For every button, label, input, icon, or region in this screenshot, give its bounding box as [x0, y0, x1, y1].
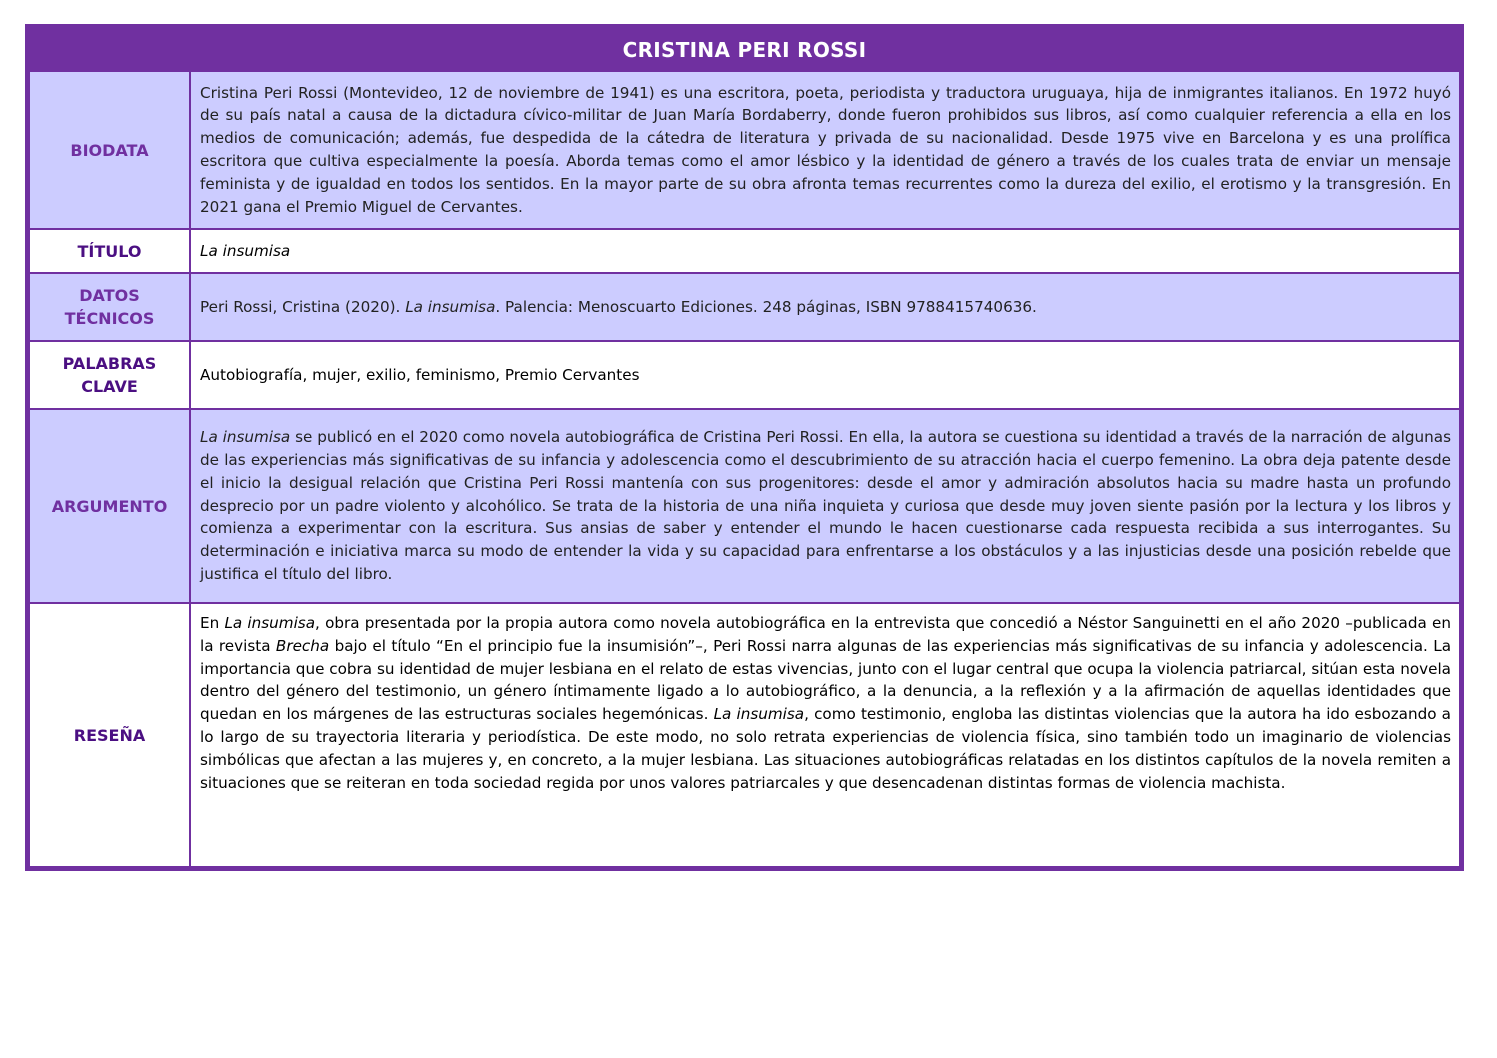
- book-card: [25, 24, 1464, 871]
- resena-part4: , como testimonio, engloba las distintas violencias que la autora ha ido esbozando a lo largo de su trayectoria literaria y periodística. De este modo, no solo retrata experiencias de violencia física, sino también todo un imaginario de violencias simbólicas que afectan a las mujeres y, en concreto, a la mujer lesbiana. Las situaciones autobiográficas relatadas en los distintos capítulos de la novela remiten a situaciones que se reiteran en toda sociedad regida por unos valores patriarcales y que desencadenan distintas formas de violencia machista.: [200, 705, 1451, 792]
- biodata-label: BIODATA: [29, 71, 190, 229]
- titulo-row: [29, 229, 1460, 273]
- palabras-label-line2: CLAVE: [81, 377, 138, 396]
- biodata-text: Cristina Peri Rossi (Montevideo, 12 de noviembre de 1941) es una escritora, poeta, periodista y traductora uruguaya, hija de inmigrantes italianos. En 1972 huyó de su país natal a causa de la dictadura cívico-militar de Juan María Bordaberry, donde fueron prohibidos sus libros, así como cualquier referencia a ella en los medios de comunicación; además, fue despedida de la cátedra de literatura y privada de su nacionalidad. Desde 1975 vive en Barcelona y es una prolífica escritora que cultiva especialmente la poesía. Aborda temas como el amor lésbico y la identidad de género a través de los cuales trata de enviar un mensaje feminista y de igualdad en todos los sentidos. En la mayor parte de su obra afronta temas recurrentes como la dureza del exilio, el erotismo y la transgresión. En 2021 gana el Premio Miguel de Cervantes.: [190, 71, 1460, 229]
- resena-part3: bajo el título “En el principio fue la insumisión”–, Peri Rossi narra algunas de las experiencias más significativas de su infancia y adolescencia. La importancia que cobra su identidad de mujer lesbiana en el relato de estas vivencias, junto con el lugar central que ocupa la violencia patriarcal, sitúan esta novela dentro del género del testimonio, un género íntimamente ligado a lo autobiográfico, a la denuncia, a la reflexión y a la afirmación de aquellas identidades que quedan en los márgenes de las estructuras sociales hegemónicas.: [200, 636, 1452, 724]
- title-row: [29, 28, 1460, 71]
- datos-text-after: . Palencia: Menoscuarto Ediciones. 248 páginas, ISBN 9788415740636.: [495, 297, 1037, 316]
- palabras-label: [29, 341, 190, 409]
- argumento-text: [190, 409, 1460, 603]
- argumento-text-italic: La insumisa: [200, 428, 291, 447]
- datos-label-line1: DATOS: [79, 286, 140, 305]
- palabras-text: Autobiografía, mujer, exilio, feminismo, Premio Cervantes: [190, 341, 1460, 409]
- argumento-text-body: se publicó en el 2020 como novela autobiográfica de Cristina Peri Rossi. En ella, la autora se cuestiona su identidad a través de la narración de algunas de las experiencias más significativas de su infancia y adolescencia como el descubrimiento de su atracción hacia el cuerpo femenino. La obra deja patente desde el inicio la desigual relación que Cristina Peri Rossi mantenía con sus progenitores: desde el amor y admiración absolutos hacia su madre hasta un profundo desprecio por un padre violento y alcohólico. Se trata de la historia de una niña inquieta y curiosa que desde muy joven siente pasión por la lectura y los libros y comienza a experimentar con la escritura. Sus ansias de saber y entender el mundo le hacen cuestionarse cada respuesta recibida a sus interrogantes. Su determinación e iniciativa marca su modo de entender la vida y su capacidad para enfrentarse a los obstáculos y a las injusticias desde una posición rebelde que justifica el título del libro.: [200, 428, 1452, 583]
- palabras-label-line1: PALABRAS: [62, 354, 157, 373]
- titulo-text: La insumisa: [200, 241, 291, 260]
- palabras-row: [29, 341, 1460, 409]
- resena-italic1: La insumisa: [224, 614, 316, 632]
- datos-label-line2: TÉCNICOS: [64, 309, 155, 328]
- datos-label: [29, 273, 190, 341]
- resena-row: [29, 603, 1460, 867]
- titulo-value: [190, 229, 1460, 273]
- resena-part2: , obra presentada por la propia autora como novela autobiográfica en la entrevista que concedió a Néstor Sanguinetti en el año 2020 –publicada en la revista: [200, 614, 1451, 655]
- argumento-row: [29, 409, 1460, 603]
- biodata-row: [29, 71, 1460, 229]
- resena-text: [190, 603, 1460, 867]
- datos-text-before: Peri Rossi, Cristina (2020).: [200, 297, 406, 316]
- book-card-table: [28, 27, 1461, 868]
- resena-label: RESEÑA: [29, 603, 190, 867]
- datos-text: [190, 273, 1460, 341]
- titulo-label: TÍTULO: [29, 229, 190, 273]
- resena-italic3: La insumisa: [713, 705, 805, 724]
- datos-text-italic: La insumisa: [405, 297, 496, 316]
- resena-italic2: Brecha: [275, 636, 330, 655]
- card-title: CRISTINA PERI ROSSI: [29, 28, 1460, 71]
- resena-part1: En: [200, 614, 225, 632]
- datos-row: [29, 273, 1460, 341]
- argumento-label: ARGUMENTO: [29, 409, 190, 603]
